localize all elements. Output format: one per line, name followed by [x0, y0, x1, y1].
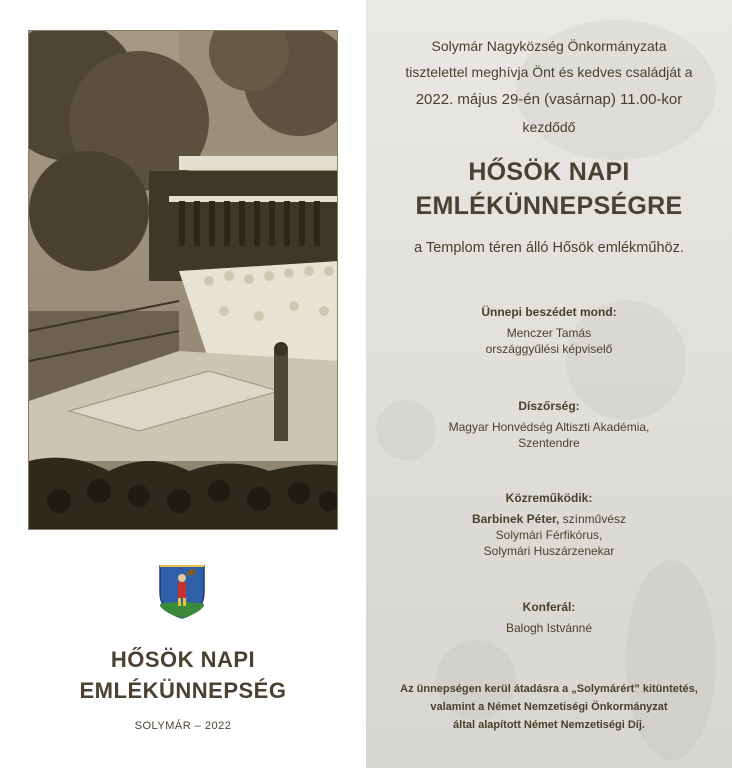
event-title-line2: EMLÉKÜNNEPSÉGRE: [415, 192, 683, 220]
left-subtitle: SOLYMÁR – 2022: [134, 720, 232, 732]
intro-line3: 2022. május 29-én (vasárnap) 11.00-kor: [415, 91, 683, 108]
host-name: Balogh Istvánné: [505, 621, 593, 635]
contrib-name: Barbinek Péter,: [471, 512, 560, 526]
speech-label: Ünnepi beszédet mond:: [481, 305, 617, 319]
honor-line1: Magyar Honvédség Altiszti Akadémia,: [448, 420, 650, 434]
contrib-line2: Solymári Férfikórus,: [495, 528, 603, 542]
coat-of-arms-icon: [158, 562, 206, 620]
right-panel: [366, 0, 732, 768]
footer-line1: Az ünnepségen kerül átadásra a „Solymárért” kitüntetés,: [400, 683, 698, 695]
honor-label: Díszőrség:: [518, 399, 580, 413]
contrib-line1: [366, 512, 732, 526]
contrib-label: Közreműködik:: [505, 491, 593, 505]
location-text: a Templom téren álló Hősök emlékműhöz.: [414, 240, 684, 256]
footer-line2: valamint a Német Nemzetiségi Önkormányzat: [430, 701, 668, 713]
historic-photo: [28, 30, 338, 530]
intro-line4: kezdődő: [522, 119, 576, 135]
contrib-line3: Solymári Huszárzenekar: [483, 544, 615, 558]
speech-role: országgyűlési képviselő: [485, 342, 613, 356]
honor-line2: Szentendre: [518, 436, 580, 450]
left-title-line2: EMLÉKÜNNEPSÉG: [79, 678, 287, 703]
host-label: Konferál:: [522, 600, 576, 614]
intro-line1: Solymár Nagyközség Önkormányzata: [431, 38, 667, 54]
footer-line3: által alapított Német Nemzetiségi Díj.: [453, 719, 645, 731]
contrib-role: színművész: [559, 512, 627, 526]
event-title-line1: HŐSÖK NAPI: [468, 158, 630, 186]
speech-name: Menczer Tamás: [506, 326, 592, 340]
left-title-line1: HŐSÖK NAPI: [110, 647, 256, 672]
intro-line2: tisztelettel meghívja Önt és kedves családját a: [405, 64, 693, 80]
